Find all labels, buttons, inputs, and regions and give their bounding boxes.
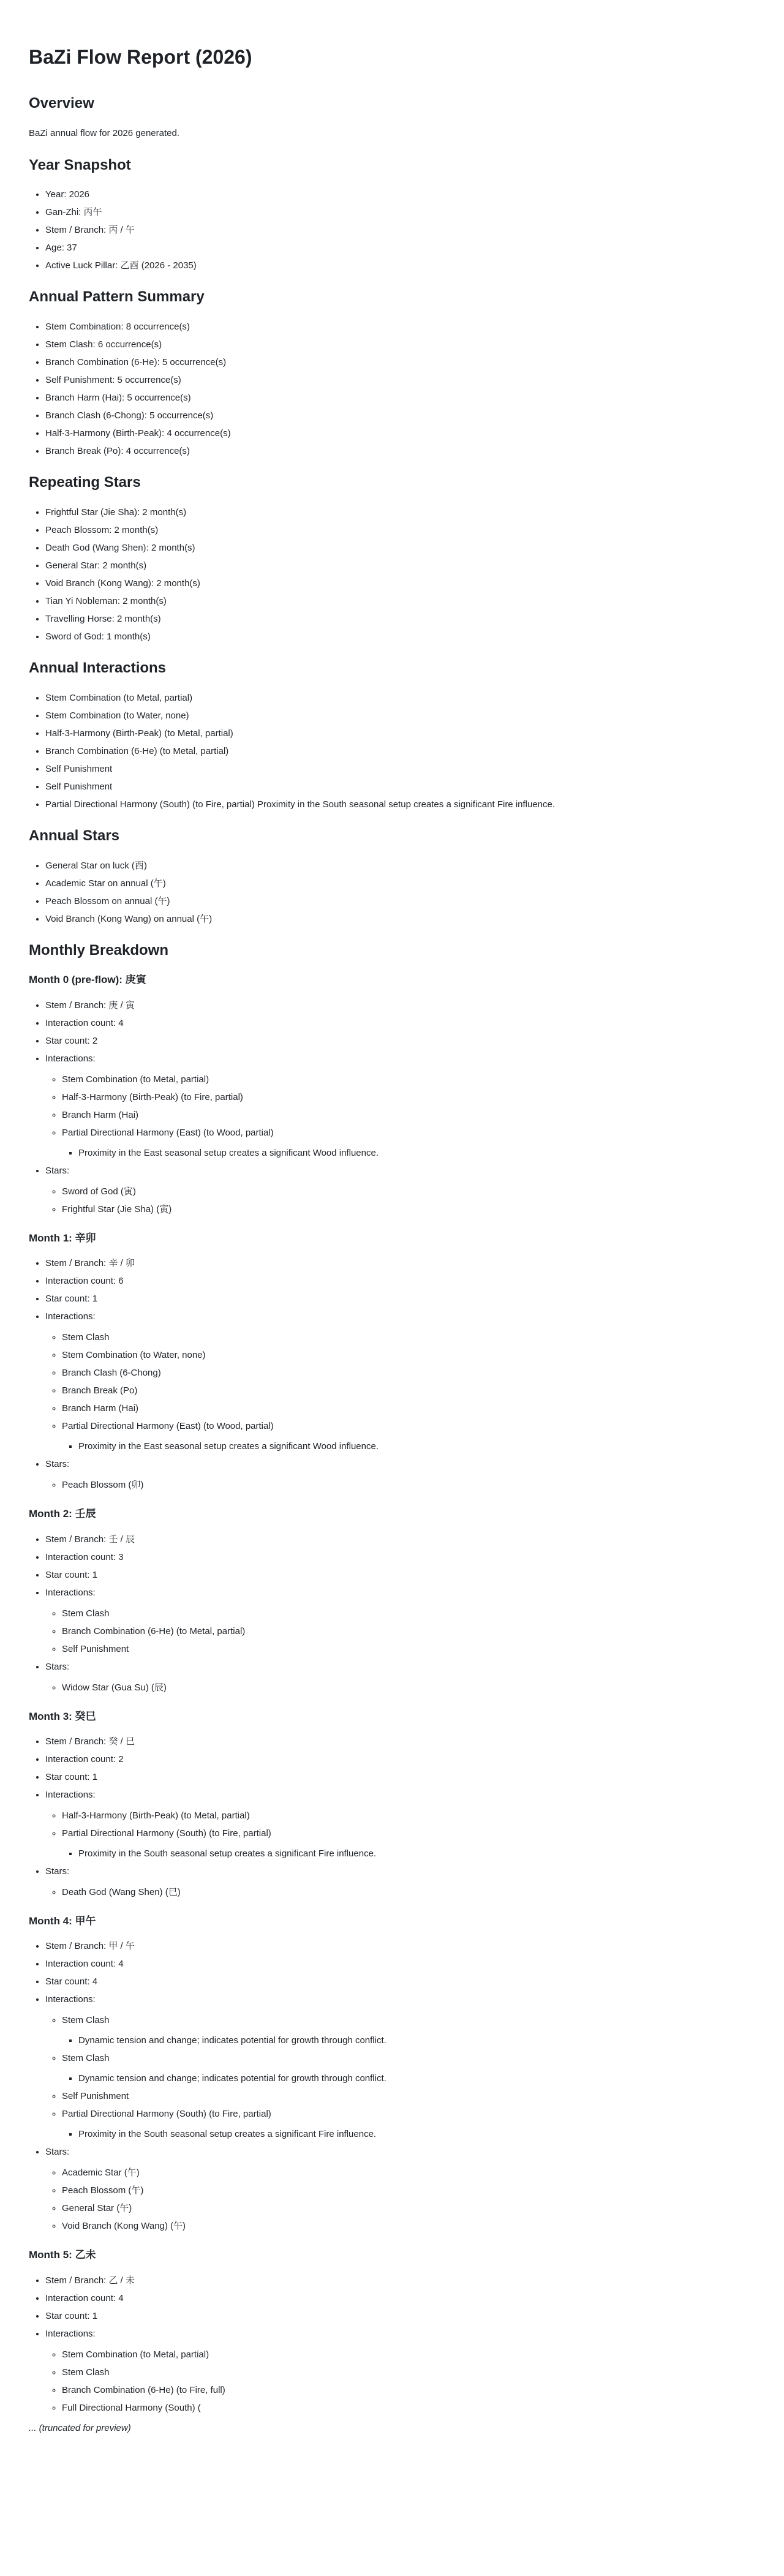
months-container bbox=[29, 974, 755, 2413]
interaction-item bbox=[62, 2090, 755, 2102]
month-block bbox=[29, 2249, 755, 2413]
interactions-label: Interactions: bbox=[45, 1994, 96, 2005]
stars-list bbox=[45, 1186, 755, 1215]
interaction-item bbox=[62, 1074, 755, 1085]
interaction-item bbox=[62, 2014, 755, 2046]
interaction-text: Stem Clash bbox=[62, 2367, 110, 2378]
interaction-item bbox=[62, 2052, 755, 2084]
annual-interaction-item: • Branch Combination (6-He) (to Metal, partial) bbox=[45, 745, 755, 757]
star-item: ◦ General Star (午) bbox=[62, 2202, 755, 2214]
month-star-count: • Star count: 1 bbox=[45, 2310, 755, 2322]
repeating-stars-section bbox=[29, 474, 755, 642]
stars-list bbox=[45, 1682, 755, 1693]
month-details-list bbox=[29, 1534, 755, 1693]
stars-label: Stars: bbox=[45, 1661, 70, 1672]
interactions-label: Interactions: bbox=[45, 1587, 96, 1598]
month-stars bbox=[45, 1165, 755, 1215]
interactions-list bbox=[45, 1074, 755, 1159]
interaction-text: Stem Clash bbox=[62, 2015, 110, 2026]
interaction-text: Self Punishment bbox=[62, 2091, 129, 2102]
month-stars bbox=[45, 1661, 755, 1693]
annual-interactions-heading: Annual Interactions bbox=[29, 660, 167, 677]
interaction-text: Branch Combination (6-He) (to Fire, full) bbox=[62, 2384, 225, 2395]
month-interaction-count: • Interaction count: 4 bbox=[45, 1017, 755, 1029]
interaction-note-list bbox=[62, 2073, 755, 2084]
interaction-item bbox=[62, 1109, 755, 1121]
month-interactions bbox=[45, 2328, 755, 2414]
interaction-note-list bbox=[62, 2128, 755, 2140]
truncated-note: ... (truncated for preview) bbox=[29, 2422, 131, 2433]
month-heading: Month 2: 壬辰 bbox=[29, 1508, 96, 1520]
interaction-item bbox=[62, 1127, 755, 1159]
repeating-stars-heading: Repeating Stars bbox=[29, 474, 141, 491]
stars-label: Stars: bbox=[45, 1866, 70, 1877]
annual-interaction-item: • Self Punishment bbox=[45, 763, 755, 775]
star-item: ◦ Sword of God (寅) bbox=[62, 1186, 755, 1197]
month-star-count: • Star count: 2 bbox=[45, 1035, 755, 1047]
interaction-text: Partial Directional Harmony (East) (to Wood, partial) bbox=[62, 1127, 274, 1138]
interaction-note: ▪ Proximity in the East seasonal setup creates a significant Wood influence. bbox=[78, 1147, 755, 1159]
interaction-note: ▪ Dynamic tension and change; indicates potential for growth through conflict. bbox=[78, 2073, 755, 2084]
interaction-text: Half-3-Harmony (Birth-Peak) (to Fire, partial) bbox=[62, 1091, 243, 1102]
snapshot-item: • Active Luck Pillar: 乙酉 (2026 - 2035) bbox=[45, 260, 755, 271]
month-interaction-count: • Interaction count: 4 bbox=[45, 1958, 755, 1970]
interaction-note-list bbox=[62, 1147, 755, 1159]
month-interactions bbox=[45, 1311, 755, 1452]
annual-stars-section bbox=[29, 827, 755, 925]
month-details-list bbox=[29, 1257, 755, 1491]
month-interaction-count: • Interaction count: 6 bbox=[45, 1275, 755, 1287]
interaction-text: Branch Break (Po) bbox=[62, 1385, 138, 1396]
pattern-summary-heading: Annual Pattern Summary bbox=[29, 288, 205, 306]
interaction-item bbox=[62, 1385, 755, 1396]
month-stem-branch: • Stem / Branch: 庚 / 寅 bbox=[45, 1000, 755, 1011]
interaction-text: Self Punishment bbox=[62, 1643, 129, 1654]
interaction-item bbox=[62, 2367, 755, 2378]
interaction-text: Stem Clash bbox=[62, 2053, 110, 2064]
interaction-text: Branch Clash (6-Chong) bbox=[62, 1368, 161, 1379]
interaction-item bbox=[62, 1349, 755, 1361]
stars-list bbox=[45, 1886, 755, 1898]
month-stars bbox=[45, 1458, 755, 1491]
month-details-list bbox=[29, 1940, 755, 2232]
interaction-item bbox=[62, 1403, 755, 1414]
star-item: ◦ Frightful Star (Jie Sha) (寅) bbox=[62, 1203, 755, 1215]
annual-interaction-item: • Stem Combination (to Water, none) bbox=[45, 710, 755, 721]
interactions-list bbox=[45, 1331, 755, 1452]
interaction-text: Branch Harm (Hai) bbox=[62, 1403, 139, 1414]
month-block bbox=[29, 1232, 755, 1491]
interaction-item bbox=[62, 1810, 755, 1821]
pattern-summary-section bbox=[29, 288, 755, 457]
annual-interactions-list bbox=[29, 692, 755, 810]
pattern-item: • Branch Combination (6-He): 5 occurrence(s) bbox=[45, 356, 755, 368]
monthly-breakdown-heading: Monthly Breakdown bbox=[29, 941, 169, 958]
interaction-item bbox=[62, 1608, 755, 1619]
pattern-summary-list bbox=[29, 321, 755, 457]
interaction-note: ▪ Proximity in the East seasonal setup creates a significant Wood influence. bbox=[78, 1441, 755, 1452]
interactions-list bbox=[45, 1608, 755, 1655]
month-interactions bbox=[45, 1789, 755, 1859]
repeating-star-item: • Void Branch (Kong Wang): 2 month(s) bbox=[45, 578, 755, 589]
interaction-note: ▪ Proximity in the South seasonal setup creates a significant Fire influence. bbox=[78, 1848, 755, 1859]
interaction-item bbox=[62, 1091, 755, 1103]
month-heading: Month 3: 癸巳 bbox=[29, 1710, 96, 1722]
star-item: ◦ Peach Blossom (卯) bbox=[62, 1479, 755, 1491]
repeating-stars-list bbox=[29, 507, 755, 642]
stars-list bbox=[45, 2167, 755, 2232]
month-interaction-count: • Interaction count: 3 bbox=[45, 1551, 755, 1563]
overview-section bbox=[29, 95, 755, 139]
year-snapshot-list bbox=[29, 189, 755, 271]
repeating-star-item: • Peach Blossom: 2 month(s) bbox=[45, 524, 755, 536]
month-block bbox=[29, 1711, 755, 1898]
report-title: BaZi Flow Report (2026) bbox=[29, 46, 252, 68]
interaction-text: Partial Directional Harmony (South) (to Fire, partial) bbox=[62, 2109, 271, 2120]
stars-label: Stars: bbox=[45, 1165, 70, 1176]
interaction-text: Stem Clash bbox=[62, 1608, 110, 1619]
interactions-list bbox=[45, 2349, 755, 2414]
annual-interaction-item: • Self Punishment bbox=[45, 781, 755, 793]
annual-star-item: • Peach Blossom on annual (午) bbox=[45, 895, 755, 907]
interaction-item bbox=[62, 1643, 755, 1655]
star-item: ◦ Peach Blossom (午) bbox=[62, 2185, 755, 2196]
annual-stars-heading: Annual Stars bbox=[29, 827, 120, 844]
month-heading: Month 5: 乙未 bbox=[29, 2249, 96, 2261]
stars-label: Stars: bbox=[45, 1459, 70, 1470]
month-block bbox=[29, 1508, 755, 1693]
month-details-list bbox=[29, 1000, 755, 1215]
annual-interaction-item: • Partial Directional Harmony (South) (to Fire, partial) Proximity in the South seasonal setup creates a significant Fire influence. bbox=[45, 799, 755, 810]
interaction-note-list bbox=[62, 1441, 755, 1452]
interaction-item bbox=[62, 1828, 755, 1859]
interaction-item bbox=[62, 2384, 755, 2396]
pattern-item: • Half-3-Harmony (Birth-Peak): 4 occurrence(s) bbox=[45, 427, 755, 439]
annual-star-item: • Void Branch (Kong Wang) on annual (午) bbox=[45, 913, 755, 925]
interaction-note: ▪ Dynamic tension and change; indicates potential for growth through conflict. bbox=[78, 2035, 755, 2046]
interaction-note-list bbox=[62, 1848, 755, 1859]
star-item: ◦ Academic Star (午) bbox=[62, 2167, 755, 2179]
month-heading: Month 0 (pre-flow): 庚寅 bbox=[29, 974, 146, 986]
interaction-item bbox=[62, 1331, 755, 1343]
interaction-text: Partial Directional Harmony (East) (to Wood, partial) bbox=[62, 1421, 274, 1432]
month-details-list bbox=[29, 2275, 755, 2414]
repeating-star-item: • Frightful Star (Jie Sha): 2 month(s) bbox=[45, 507, 755, 518]
interaction-item bbox=[62, 2349, 755, 2360]
month-star-count: • Star count: 1 bbox=[45, 1771, 755, 1783]
month-stars bbox=[45, 2146, 755, 2232]
interaction-note-list bbox=[62, 2035, 755, 2046]
repeating-star-item: • Travelling Horse: 2 month(s) bbox=[45, 613, 755, 625]
monthly-breakdown-section bbox=[29, 942, 755, 2435]
interactions-label: Interactions: bbox=[45, 1311, 96, 1322]
annual-star-item: • Academic Star on annual (午) bbox=[45, 878, 755, 889]
month-block bbox=[29, 974, 755, 1215]
annual-interaction-item: • Stem Combination (to Metal, partial) bbox=[45, 692, 755, 704]
star-item: ◦ Widow Star (Gua Su) (辰) bbox=[62, 1682, 755, 1693]
month-heading: Month 4: 甲午 bbox=[29, 1915, 96, 1927]
interaction-text: Stem Combination (to Metal, partial) bbox=[62, 1074, 209, 1085]
interaction-text: Full Directional Harmony (South) ( bbox=[62, 2402, 201, 2413]
month-stem-branch: • Stem / Branch: 乙 / 未 bbox=[45, 2275, 755, 2286]
annual-star-item: • General Star on luck (酉) bbox=[45, 860, 755, 872]
snapshot-item: • Stem / Branch: 丙 / 午 bbox=[45, 224, 755, 236]
pattern-item: • Stem Clash: 6 occurrence(s) bbox=[45, 339, 755, 350]
interaction-text: Stem Combination (to Water, none) bbox=[62, 1350, 206, 1361]
interaction-item bbox=[62, 1625, 755, 1637]
interaction-text: Stem Clash bbox=[62, 1332, 110, 1343]
overview-heading: Overview bbox=[29, 95, 94, 112]
interaction-item bbox=[62, 2402, 755, 2414]
pattern-item: • Self Punishment: 5 occurrence(s) bbox=[45, 374, 755, 386]
stars-label: Stars: bbox=[45, 2147, 70, 2158]
interaction-text: Branch Combination (6-He) (to Metal, partial) bbox=[62, 1625, 246, 1636]
annual-interaction-item: • Half-3-Harmony (Birth-Peak) (to Metal, partial) bbox=[45, 728, 755, 739]
interactions-label: Interactions: bbox=[45, 1790, 96, 1801]
month-star-count: • Star count: 1 bbox=[45, 1569, 755, 1581]
interaction-note: ▪ Proximity in the South seasonal setup creates a significant Fire influence. bbox=[78, 2128, 755, 2140]
year-snapshot-section bbox=[29, 157, 755, 272]
interactions-label: Interactions: bbox=[45, 2328, 96, 2339]
pattern-item: • Branch Harm (Hai): 5 occurrence(s) bbox=[45, 392, 755, 404]
month-block bbox=[29, 1915, 755, 2232]
month-details-list bbox=[29, 1736, 755, 1898]
interaction-text: Partial Directional Harmony (South) (to Fire, partial) bbox=[62, 1828, 271, 1839]
month-interaction-count: • Interaction count: 4 bbox=[45, 2292, 755, 2304]
month-stem-branch: • Stem / Branch: 壬 / 辰 bbox=[45, 1534, 755, 1545]
interaction-text: Half-3-Harmony (Birth-Peak) (to Metal, partial) bbox=[62, 1810, 250, 1821]
month-stem-branch: • Stem / Branch: 癸 / 巳 bbox=[45, 1736, 755, 1747]
interaction-item bbox=[62, 1420, 755, 1452]
month-star-count: • Star count: 1 bbox=[45, 1293, 755, 1305]
repeating-star-item: • General Star: 2 month(s) bbox=[45, 560, 755, 571]
pattern-item: • Stem Combination: 8 occurrence(s) bbox=[45, 321, 755, 333]
month-heading: Month 1: 辛卯 bbox=[29, 1232, 96, 1244]
annual-stars-list bbox=[29, 860, 755, 925]
annual-interactions-section bbox=[29, 660, 755, 810]
interaction-text: Branch Harm (Hai) bbox=[62, 1109, 139, 1120]
month-interactions bbox=[45, 1587, 755, 1655]
pattern-item: • Branch Clash (6-Chong): 5 occurrence(s) bbox=[45, 410, 755, 421]
month-interaction-count: • Interaction count: 2 bbox=[45, 1753, 755, 1765]
year-snapshot-heading: Year Snapshot bbox=[29, 156, 131, 173]
interactions-label: Interactions: bbox=[45, 1053, 96, 1064]
interaction-item bbox=[62, 1367, 755, 1379]
month-interactions bbox=[45, 1053, 755, 1159]
month-stars bbox=[45, 1866, 755, 1898]
interaction-text: Stem Combination (to Metal, partial) bbox=[62, 2349, 209, 2360]
month-stem-branch: • Stem / Branch: 甲 / 午 bbox=[45, 1940, 755, 1952]
month-star-count: • Star count: 4 bbox=[45, 1976, 755, 1987]
pattern-item: • Branch Break (Po): 4 occurrence(s) bbox=[45, 445, 755, 457]
month-interactions bbox=[45, 1994, 755, 2140]
overview-text: BaZi annual flow for 2026 generated. bbox=[29, 128, 179, 139]
repeating-star-item: • Death God (Wang Shen): 2 month(s) bbox=[45, 542, 755, 554]
stars-list bbox=[45, 1479, 755, 1491]
interaction-item bbox=[62, 2108, 755, 2140]
star-item: ◦ Death God (Wang Shen) (巳) bbox=[62, 1886, 755, 1898]
month-stem-branch: • Stem / Branch: 辛 / 卯 bbox=[45, 1257, 755, 1269]
snapshot-item: • Year: 2026 bbox=[45, 189, 755, 200]
snapshot-item: • Gan-Zhi: 丙午 bbox=[45, 206, 755, 218]
interactions-list bbox=[45, 1810, 755, 1859]
star-item: ◦ Void Branch (Kong Wang) (午) bbox=[62, 2220, 755, 2232]
repeating-star-item: • Sword of God: 1 month(s) bbox=[45, 631, 755, 642]
repeating-star-item: • Tian Yi Nobleman: 2 month(s) bbox=[45, 595, 755, 607]
snapshot-item: • Age: 37 bbox=[45, 242, 755, 254]
interactions-list bbox=[45, 2014, 755, 2140]
